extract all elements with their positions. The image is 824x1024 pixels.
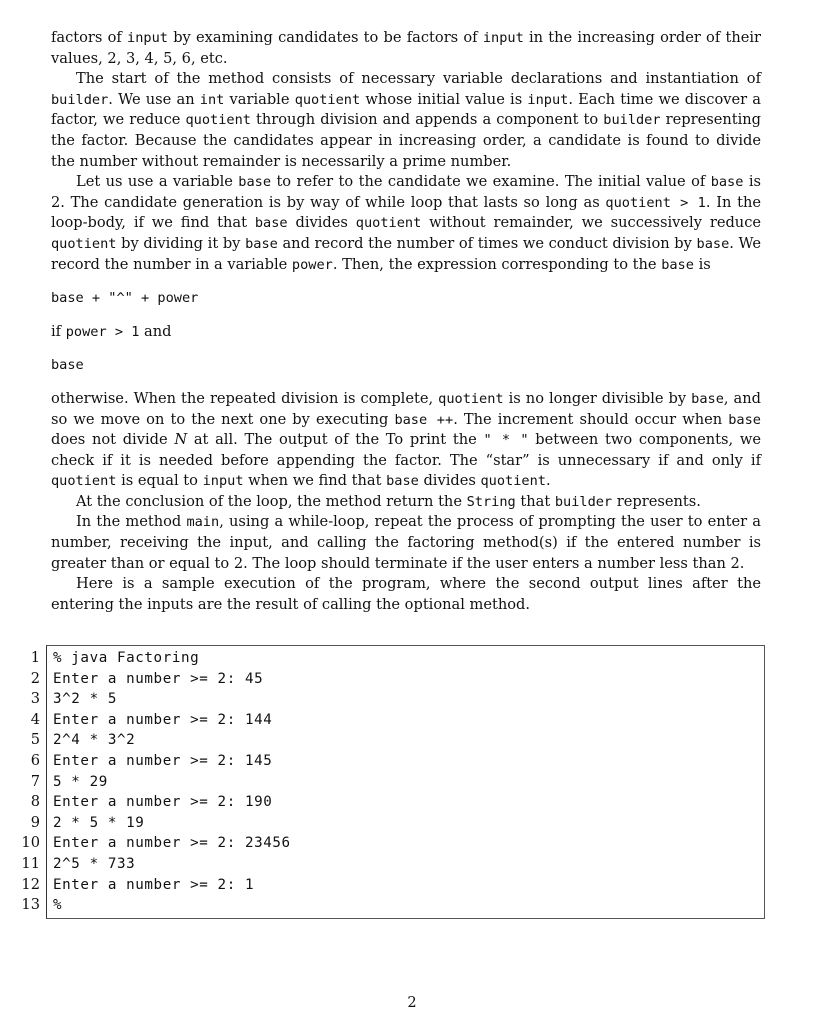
display-expression-base: base — [51, 357, 84, 374]
code-line: 2 * 5 * 19 — [53, 814, 145, 831]
paragraph-4: otherwise. When the repeated division is complete, quotient is no longer divisible by base, and so we move on to the next one by executing base ++. The increment should occur when base does not divide N at all. The output of the To print the " * " between two components, we check if it is needed before appending the factor. The “star” is unnecessary if and only if quotient is equal to input when we find that base divides quotient. — [51, 389, 762, 490]
paragraph-5: At the conclusion of the loop, the method return the String that builder represents. — [76, 492, 701, 510]
code-line: Enter a number >= 2: 45 — [53, 670, 264, 687]
display-expression-power: base + "^" + power — [51, 290, 199, 307]
code-line: % java Factoring — [53, 650, 200, 666]
line-number: 2 — [30, 669, 40, 687]
line-number: 11 — [21, 854, 40, 872]
paragraph-1: factors of input by examining candidates to be factors of input in the increasing order of their values, 2, 3, 4, 5, 6, etc. — [51, 29, 762, 67]
line-numbers — [18, 648, 40, 916]
line-number: 12 — [21, 875, 40, 893]
line-number: 6 — [30, 751, 40, 769]
paragraph-6: In the method main, using a while-loop, repeat the process of prompting the user to enter a number, receiving the input, and calling the factoring method(s) if the entered number is greater than or equal to 2. The loop should terminate if the user enters a number less than 2. — [51, 513, 761, 572]
line-number: 1 — [30, 649, 40, 666]
line-number: 8 — [30, 793, 40, 811]
line-number: 7 — [30, 772, 40, 790]
line-number: 4 — [30, 710, 40, 728]
paragraph-3: Let us use a variable base to refer to the candidate we examine. The initial value of base is 2. The candidate generation is by way of while loop that lasts so long as quotient > 1. In the loop-body, if we find that base divides quotient without remainder, we successively reduce quotient by dividing it by base and record the number of times we conduct division by base. We record the number in a variable power. Then, the expression corresponding to the base is — [51, 173, 762, 273]
code-line: Enter a number >= 2: 145 — [53, 752, 273, 769]
code-line: Enter a number >= 2: 144 — [53, 711, 273, 728]
code-line: 2^4 * 3^2 — [53, 732, 136, 749]
code-line: Enter a number >= 2: 190 — [53, 794, 273, 811]
body-text — [51, 28, 761, 615]
page-number: 2 — [407, 994, 417, 1011]
line-number: 10 — [21, 834, 40, 852]
code-line: 3^2 * 5 — [53, 691, 117, 708]
condition-line: if power > 1 and — [51, 322, 172, 340]
line-number: 9 — [30, 813, 40, 831]
code-line: % — [53, 897, 63, 914]
code-lines — [53, 648, 291, 916]
line-number: 13 — [21, 896, 40, 914]
paragraph-2: The start of the method consists of necessary variable declarations and instantiation of builder. We use an int variable quotient whose initial value is input. Each time we discover a factor, we reduce quotient through division and appends a component to builder representing the factor. Because the candidates appear in increasing order, a candidate is found to divide the number without remainder is necessarily a prime number. — [51, 70, 762, 170]
paragraph-7: Here is a sample execution of the program, where the second output lines after the entering the inputs are the result of calling the optional method. — [51, 575, 761, 613]
line-number: 3 — [30, 690, 40, 708]
line-number: 5 — [30, 731, 40, 749]
code-line: Enter a number >= 2: 1 — [53, 876, 255, 893]
code-listing — [18, 645, 770, 919]
code-line: Enter a number >= 2: 23456 — [53, 835, 291, 852]
code-line: 2^5 * 733 — [53, 855, 136, 872]
code-line: 5 * 29 — [53, 773, 108, 790]
